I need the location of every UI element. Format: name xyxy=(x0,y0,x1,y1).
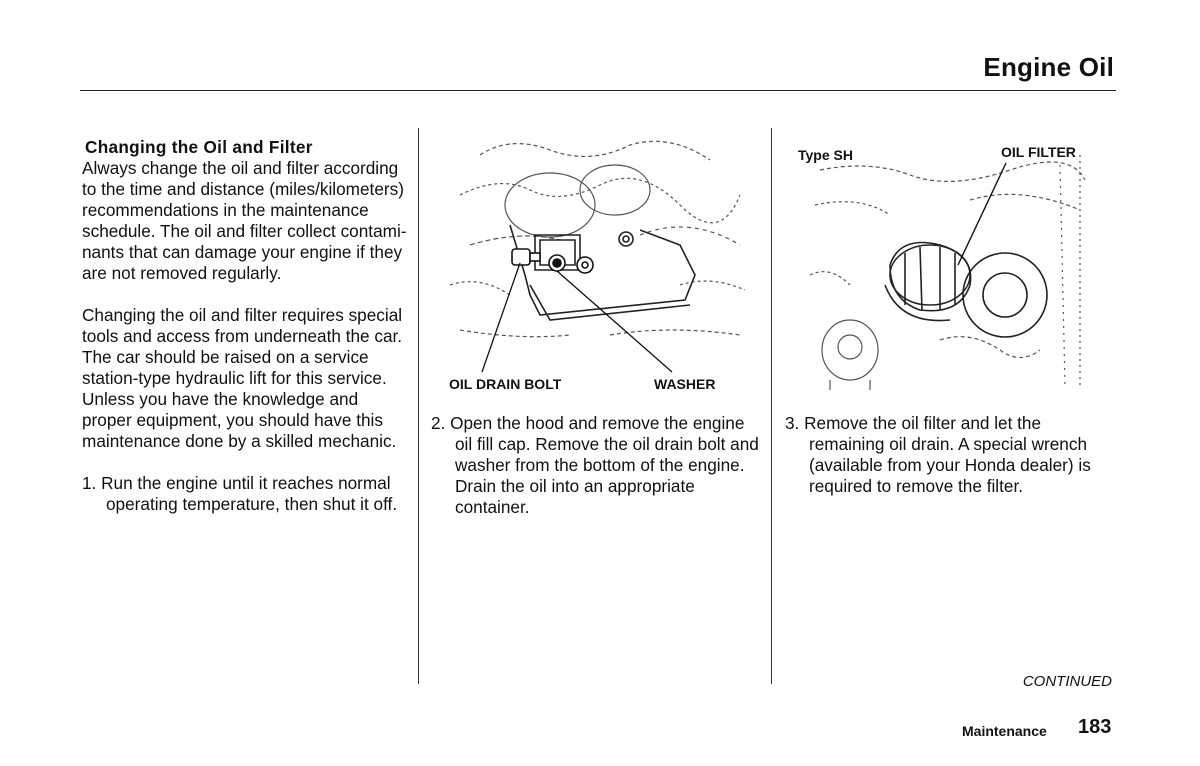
header-rule xyxy=(80,90,1116,91)
drain-bolt-figure xyxy=(440,135,750,400)
oil-filter-figure xyxy=(790,135,1100,395)
oil-drain-bolt-label: OIL DRAIN BOLT xyxy=(449,376,562,392)
section-heading: Changing the Oil and Filter xyxy=(85,137,313,157)
footer-section-name: Maintenance xyxy=(962,723,1047,739)
type-sh-label: Type SH xyxy=(798,147,853,163)
continued-marker: CONTINUED xyxy=(1022,673,1112,690)
step-3: 3. Remove the oil filter and let the remaining oil drain. A special wrench (available from your Honda dealer) is required to remove the filter. xyxy=(785,413,1091,496)
page-number: 183 xyxy=(1078,716,1112,738)
page-title: Engine Oil xyxy=(983,52,1114,82)
step-2: 2. Open the hood and remove the engine oil fill cap. Remove the oil drain bolt and washer from the bottom of the engine. Drain the oil into an appropriate container. xyxy=(431,413,759,517)
step-1: 1. Run the engine until it reaches normal operating temperature, then shut it off. xyxy=(82,473,398,514)
intro-paragraph: Always change the oil and filter according to the time and distance (miles/kilometers) recommendations in the maintenance schedule. The oil and filter collect contaminants that can damage your engine if they are not removed regularly. xyxy=(82,158,407,283)
column-3 xyxy=(785,413,1097,497)
engine-drain-illustration xyxy=(440,135,750,385)
washer-label: WASHER xyxy=(654,376,716,392)
tools-paragraph: Changing the oil and filter requires special tools and access from underneath the car. The car should be raised on a service station-type hydraulic lift for this service. Unless you have the knowledge and proper equipment, you should have this maintenance done by a skilled mechanic. xyxy=(82,305,403,451)
column-2 xyxy=(431,413,763,518)
column-1 xyxy=(82,137,408,515)
column-divider-1 xyxy=(418,128,419,684)
column-divider-2 xyxy=(771,128,772,684)
oil-filter-label: OIL FILTER xyxy=(1001,144,1076,160)
oil-filter-illustration xyxy=(790,135,1090,395)
